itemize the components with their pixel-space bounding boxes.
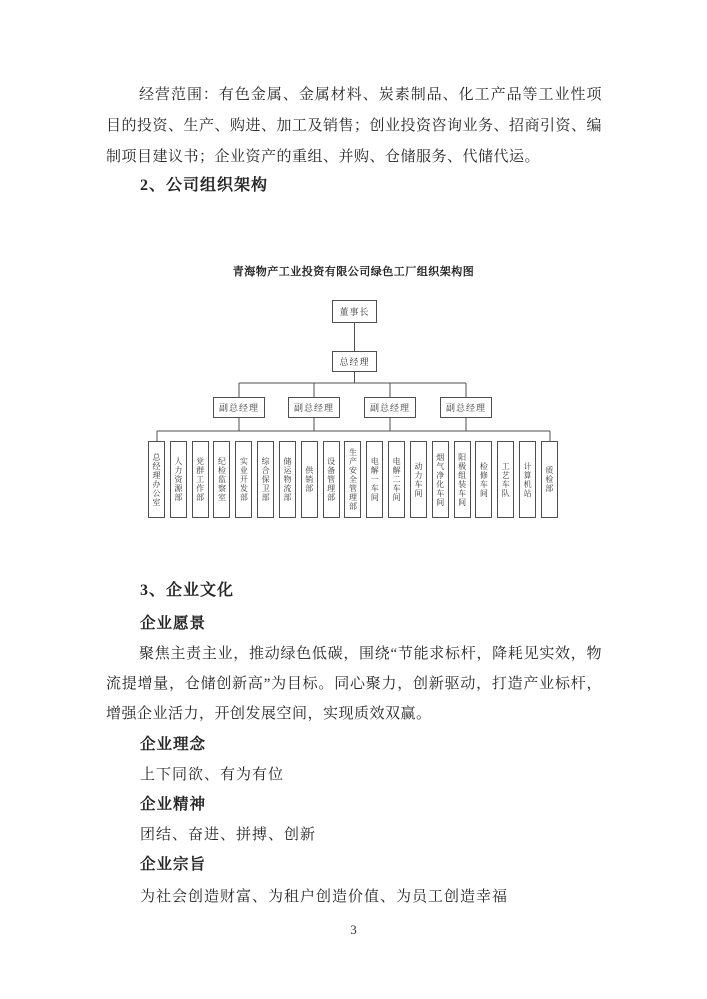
heading-org-structure: 2、公司组织架构: [140, 177, 269, 194]
org-chart-title: 青海物产工业投资有限公司绿色工厂组织架构图: [232, 266, 475, 278]
org-node-deputy-general-manager-1: 副总经理: [213, 397, 265, 418]
org-node-deputy-general-manager-3: 副总经理: [364, 397, 416, 418]
org-node-department: 生产安全管理部: [344, 441, 361, 518]
org-node-department: 设备管理部: [323, 441, 340, 518]
vision-paragraph: 聚焦主责主业，推动绿色低碳，围绕“节能求标杆，降耗见实效，物流提增量，仓储创新高”为目标。同心聚力，创新驱动，打造产业标杆，增强企业活力，开创发展空间，实现质效双赢。: [106, 646, 602, 722]
subheading-philosophy: 企业理念: [140, 736, 207, 753]
org-node-department: 供销部: [301, 441, 318, 518]
org-node-department: 阳极组装车间: [454, 441, 471, 518]
org-node-department: 烟气净化车间: [432, 441, 449, 518]
org-node-department: 计算机站: [519, 441, 536, 518]
org-node-department: 纪检监察室: [213, 441, 230, 518]
org-node-department: 电解一车间: [366, 441, 383, 518]
heading-culture: 3、企业文化: [140, 582, 235, 599]
org-node-department: 质检部: [541, 441, 558, 518]
org-node-department: 实业开发部: [235, 441, 252, 518]
org-chart-department-row: [148, 441, 558, 518]
org-node-department: 党群工作部: [192, 441, 209, 518]
spirit-text: 团结、奋进、拼搏、创新: [140, 827, 317, 843]
org-node-chairman: 董事长: [332, 300, 377, 323]
org-node-department: 综合保卫部: [257, 441, 274, 518]
org-node-department: 动力车间: [410, 441, 427, 518]
org-node-general-manager: 总经理: [332, 351, 377, 372]
page-number: 3: [350, 922, 357, 937]
org-node-department: 储运物流部: [279, 441, 296, 518]
purpose-text: 为社会创造财富、为租户创造价值、为员工创造幸福: [140, 889, 509, 905]
org-node-deputy-general-manager-2: 副总经理: [288, 397, 340, 418]
org-node-department: 工艺车队: [497, 441, 514, 518]
org-node-department: 电解二车间: [388, 441, 405, 518]
subheading-purpose: 企业宗旨: [140, 856, 207, 873]
business-scope-paragraph: 经营范围：有色金属、金属材料、炭素制品、化工产品等工业性项目的投资、生产、购进、加工及销售；创业投资咨询业务、招商引资、编制项目建议书；企业资产的重组、并购、仓储服务、代储代运。: [106, 87, 603, 165]
org-node-deputy-general-manager-4: 副总经理: [440, 397, 492, 418]
org-node-department: 人力资源部: [170, 441, 187, 518]
org-node-department: 检修车间: [475, 441, 492, 518]
subheading-vision: 企业愿景: [140, 615, 207, 632]
subheading-spirit: 企业精神: [140, 796, 207, 813]
org-chart: [0, 260, 707, 540]
philosophy-text: 上下同欲、有为有位: [140, 767, 285, 783]
org-node-department: 总经理办公室: [148, 441, 165, 518]
